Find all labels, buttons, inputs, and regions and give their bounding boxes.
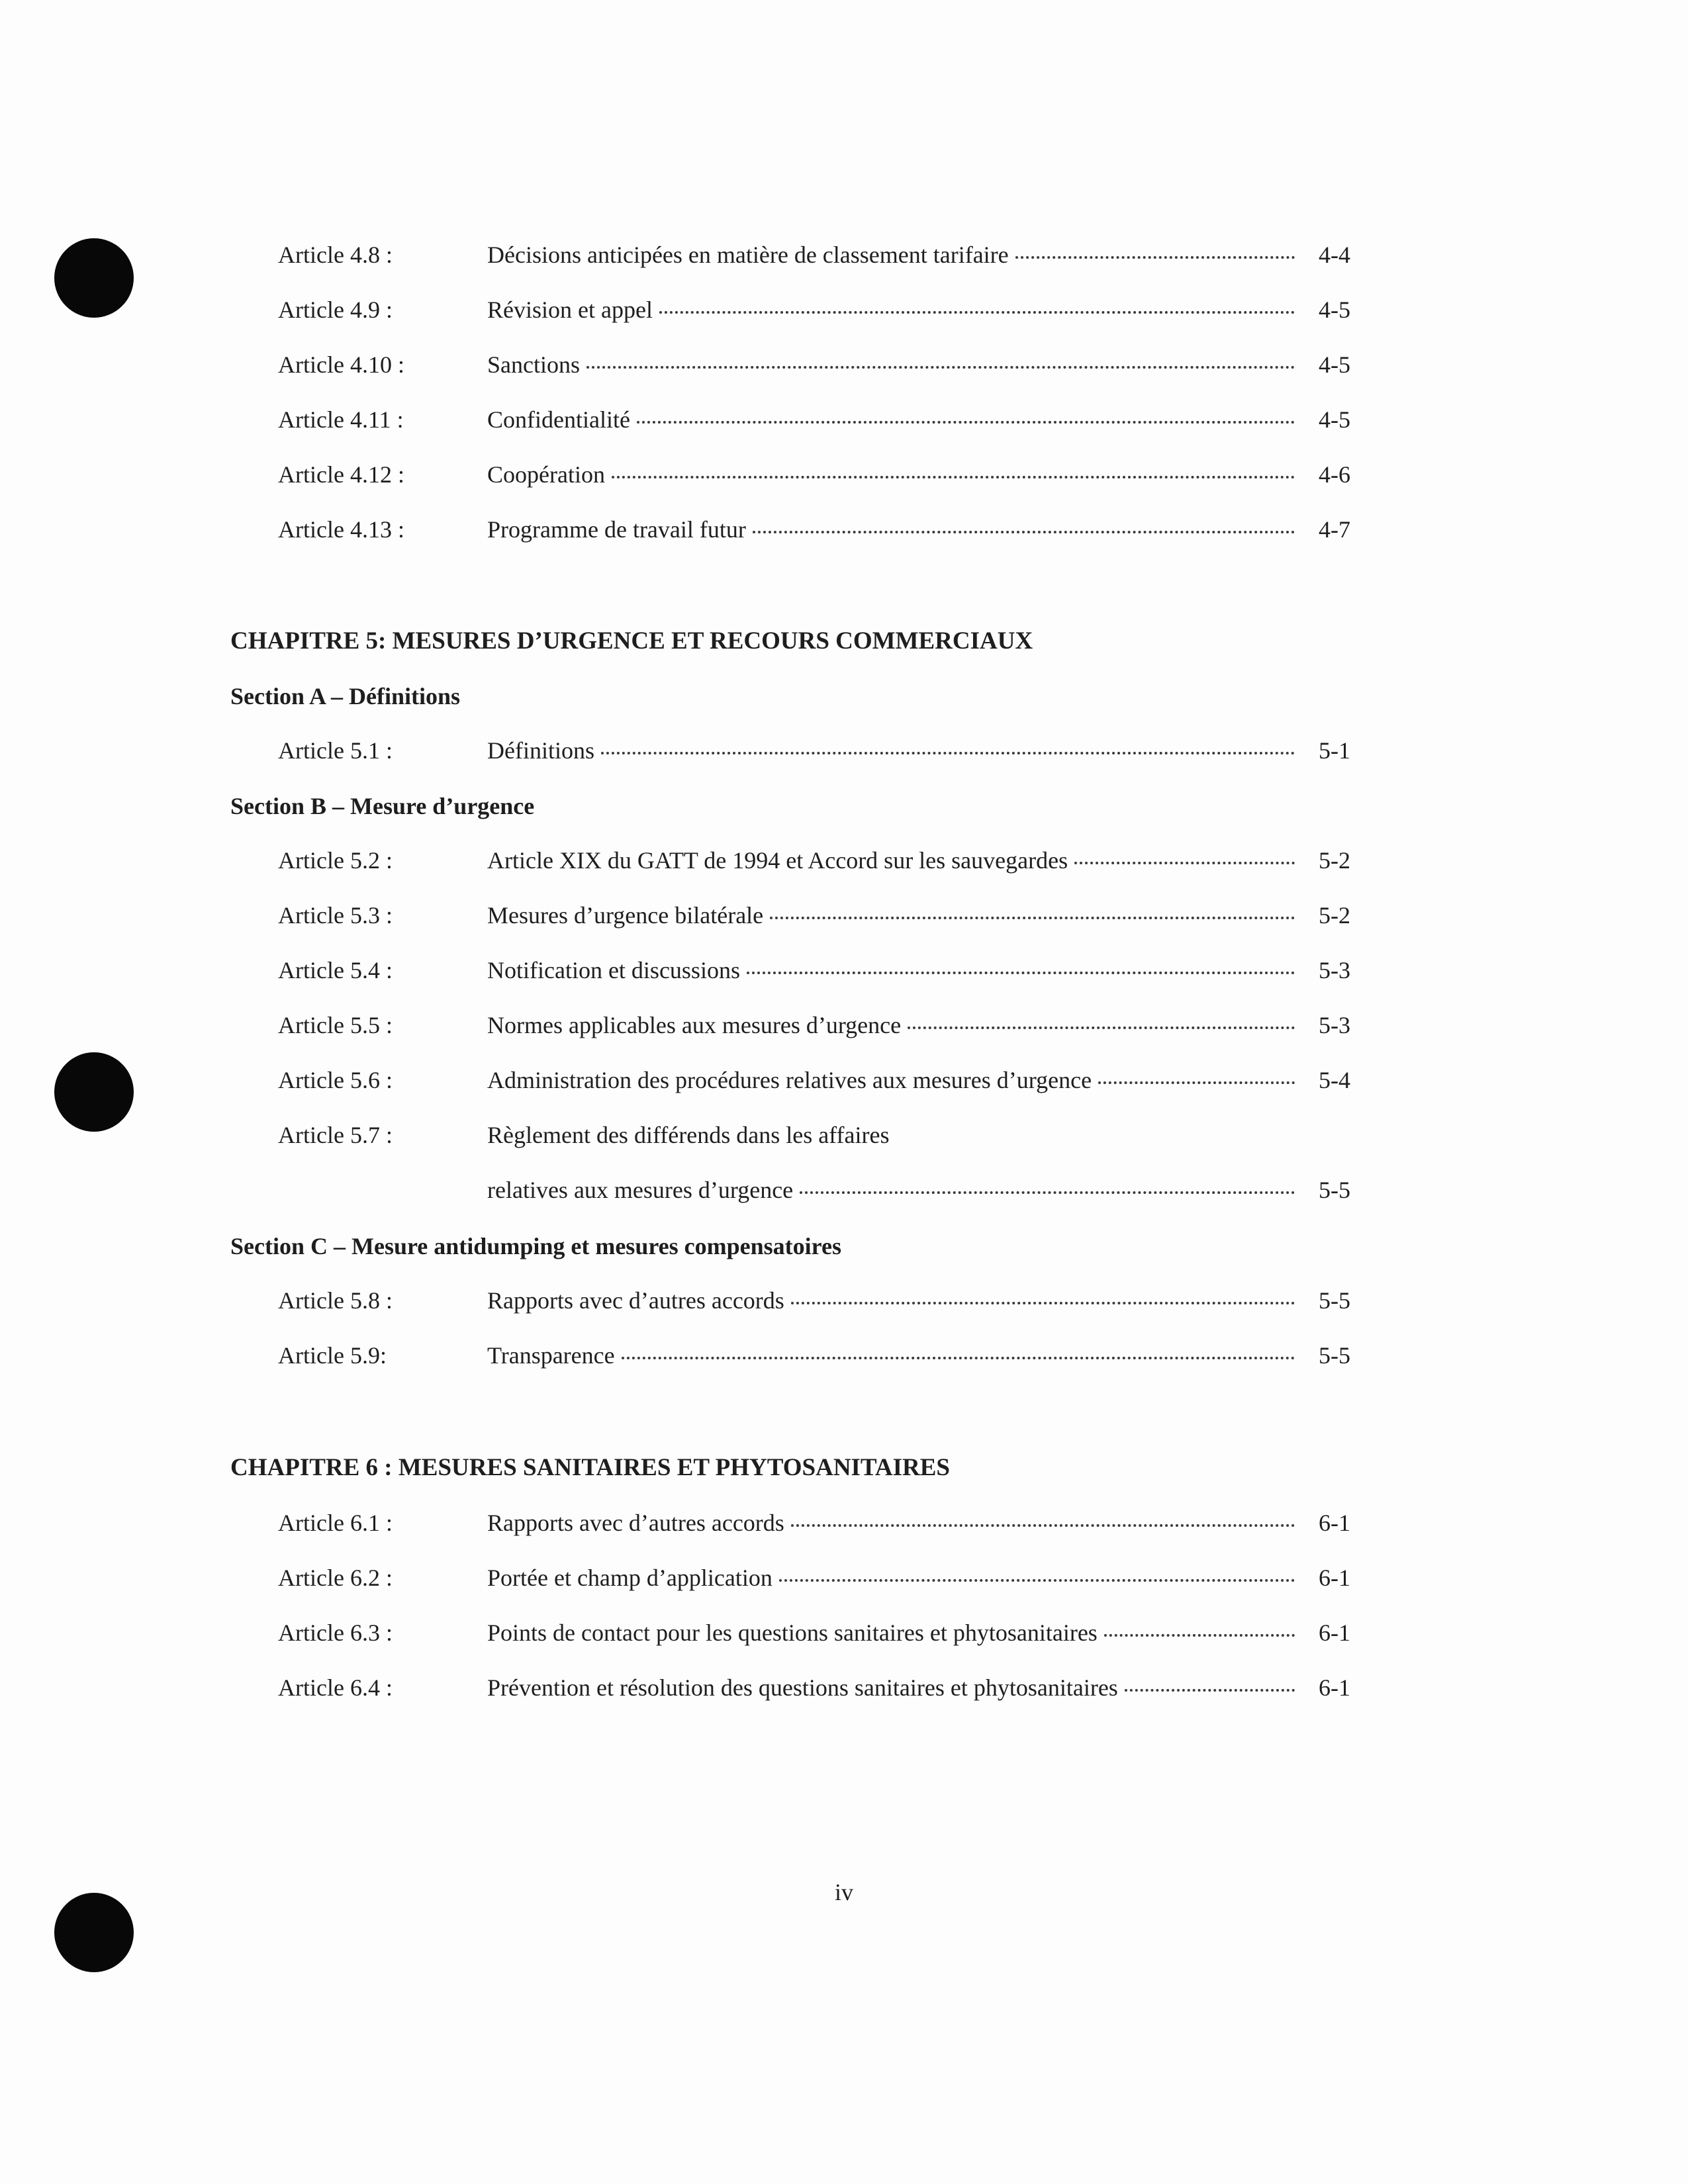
toc-entry-6-3[interactable]	[0, 1619, 1688, 1659]
toc-entry-4-13[interactable]	[0, 516, 1688, 555]
dot-leader	[770, 917, 1295, 919]
dot-leader	[791, 1524, 1295, 1527]
toc-entry-4-10[interactable]	[0, 351, 1688, 390]
article-number: Article 5.4 :	[278, 957, 393, 983]
chapter-5-heading: CHAPITRE 5: MESURES D’URGENCE ET RECOURS COMMERCIAUX	[230, 627, 1033, 655]
article-title: Normes applicables aux mesures d’urgence	[487, 1012, 902, 1038]
article-title: Article XIX du GATT de 1994 et Accord sur les sauvegardes	[487, 847, 1068, 874]
toc-entry-6-4[interactable]	[0, 1674, 1688, 1713]
article-title: Portée et champ d’application	[487, 1565, 773, 1591]
article-number: Article 5.1 :	[278, 737, 393, 764]
page-reference: 6-1	[1319, 1674, 1350, 1701]
article-title: Notification et discussions	[487, 957, 740, 983]
toc-entry-4-12[interactable]	[0, 461, 1688, 500]
article-number: Article 5.2 :	[278, 847, 393, 874]
toc-entry-5-4[interactable]	[0, 956, 1688, 996]
article-number: Article 6.2 :	[278, 1565, 393, 1591]
page-reference: 5-4	[1319, 1067, 1350, 1093]
article-title: Rapports avec d’autres accords	[487, 1510, 784, 1536]
toc-entry-6-2[interactable]	[0, 1564, 1688, 1604]
toc-entry-5-7[interactable]	[0, 1121, 1688, 1161]
article-title: Mesures d’urgence bilatérale	[487, 902, 764, 929]
article-number: Article 4.11 :	[278, 406, 404, 433]
article-number: Article 6.1 :	[278, 1510, 393, 1536]
article-title-line-2: relatives aux mesures d’urgence	[487, 1177, 794, 1203]
article-title: Révision et appel	[487, 296, 653, 323]
article-title: Coopération	[487, 461, 605, 488]
dot-leader	[1015, 256, 1295, 259]
page-reference: 5-1	[1319, 737, 1350, 764]
article-title: Points de contact pour les questions sanitaires et phytosanitaires	[487, 1619, 1098, 1646]
toc-entry-6-1[interactable]	[0, 1509, 1688, 1549]
page-reference: 5-2	[1319, 847, 1350, 874]
dot-leader	[601, 752, 1295, 754]
article-number: Article 5.7 :	[278, 1122, 393, 1148]
article-title: Rapports avec d’autres accords	[487, 1287, 784, 1314]
article-number: Article 5.6 :	[278, 1067, 393, 1093]
page-reference: 4-6	[1319, 461, 1350, 488]
page-reference: 5-5	[1319, 1342, 1350, 1369]
toc-entry-5-2[interactable]	[0, 846, 1688, 886]
article-title-line-1: Règlement des différends dans les affaires	[487, 1122, 890, 1148]
toc-entry-5-7-continued[interactable]	[0, 1176, 1688, 1216]
section-b-heading: Section B – Mesure d’urgence	[230, 793, 535, 819]
article-number: Article 5.8 :	[278, 1287, 393, 1314]
page-reference: 5-5	[1319, 1177, 1350, 1203]
article-number: Article 6.3 :	[278, 1619, 393, 1646]
toc-entry-5-3[interactable]	[0, 901, 1688, 941]
article-number: Article 5.3 :	[278, 902, 393, 929]
dot-leader	[1125, 1689, 1295, 1692]
toc-entry-5-6[interactable]	[0, 1066, 1688, 1106]
article-title: Prévention et résolution des questions sanitaires et phytosanitaires	[487, 1674, 1118, 1701]
chapter-6-heading: CHAPITRE 6 : MESURES SANITAIRES ET PHYTOSANITAIRES	[230, 1454, 950, 1481]
dot-leader	[1074, 862, 1295, 864]
section-a-heading: Section A – Définitions	[230, 683, 461, 709]
page-reference: 5-3	[1319, 957, 1350, 983]
page-reference: 5-5	[1319, 1287, 1350, 1314]
article-title: Définitions	[487, 737, 594, 764]
page-reference: 4-7	[1319, 516, 1350, 543]
page-reference: 4-5	[1319, 406, 1350, 433]
page-reference: 6-1	[1319, 1619, 1350, 1646]
article-title: Transparence	[487, 1342, 615, 1369]
page-reference: 5-3	[1319, 1012, 1350, 1038]
page-number: iv	[834, 1879, 853, 1905]
toc-entry-4-8[interactable]	[0, 241, 1688, 281]
dot-leader	[637, 421, 1295, 424]
dot-leader	[1098, 1081, 1295, 1084]
article-number: Article 4.10 :	[278, 351, 404, 378]
page-reference: 6-1	[1319, 1565, 1350, 1591]
article-title: Sanctions	[487, 351, 580, 378]
article-number: Article 4.13 :	[278, 516, 404, 543]
article-number: Article 5.9:	[278, 1342, 387, 1369]
toc-entry-5-5[interactable]	[0, 1011, 1688, 1051]
dot-leader	[622, 1357, 1295, 1359]
article-title: Programme de travail futur	[487, 516, 746, 543]
dot-leader	[1104, 1634, 1295, 1637]
dot-leader	[791, 1302, 1295, 1304]
page-reference: 6-1	[1319, 1510, 1350, 1536]
dot-leader	[586, 366, 1295, 369]
page-reference: 5-2	[1319, 902, 1350, 929]
dot-leader	[659, 311, 1295, 314]
toc-entry-5-1[interactable]	[0, 737, 1688, 776]
article-number: Article 4.12 :	[278, 461, 404, 488]
toc-entry-4-11[interactable]	[0, 406, 1688, 445]
toc-entry-4-9[interactable]	[0, 296, 1688, 336]
dot-leader	[908, 1026, 1295, 1029]
dot-leader	[753, 531, 1295, 533]
dot-leader	[779, 1579, 1295, 1582]
dot-leader	[800, 1191, 1295, 1194]
article-title: Décisions anticipées en matière de classement tarifaire	[487, 242, 1009, 268]
article-number: Article 4.9 :	[278, 296, 393, 323]
page-reference: 4-5	[1319, 296, 1350, 323]
page-reference: 4-5	[1319, 351, 1350, 378]
page-reference: 4-4	[1319, 242, 1350, 268]
article-number: Article 4.8 :	[278, 242, 393, 268]
article-number: Article 5.5 :	[278, 1012, 393, 1038]
article-title: Confidentialité	[487, 406, 630, 433]
article-number: Article 6.4 :	[278, 1674, 393, 1701]
dot-leader	[612, 476, 1295, 478]
dot-leader	[747, 972, 1295, 974]
toc-entry-5-8[interactable]	[0, 1287, 1688, 1326]
toc-entry-5-9[interactable]	[0, 1342, 1688, 1381]
article-title: Administration des procédures relatives aux mesures d’urgence	[487, 1067, 1092, 1093]
section-c-heading: Section C – Mesure antidumping et mesures compensatoires	[230, 1233, 841, 1259]
